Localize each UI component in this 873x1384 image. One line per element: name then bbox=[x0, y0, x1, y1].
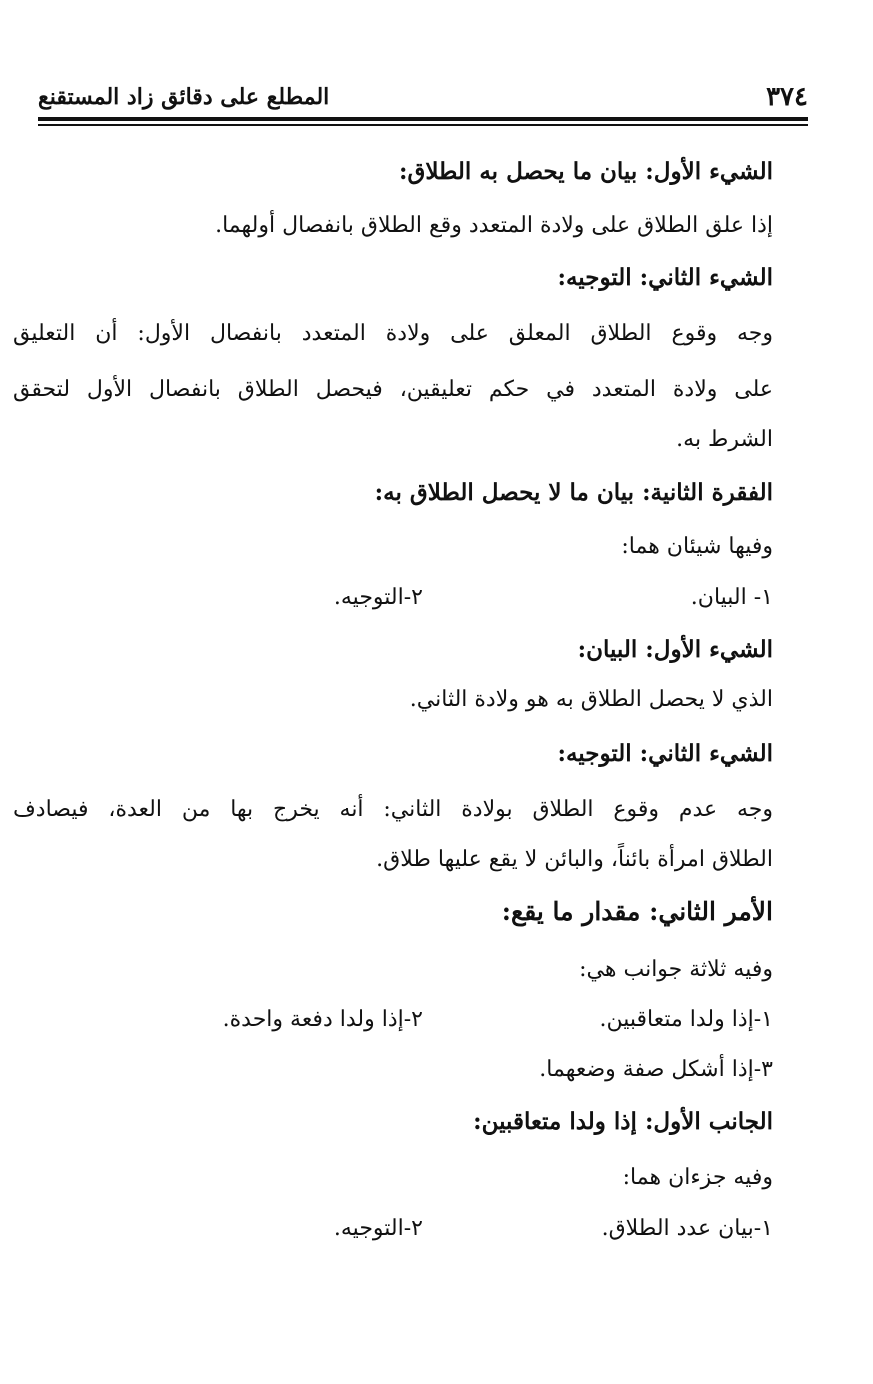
paragraph-line: على ولادة المتعدد في حكم تعليقين، فيحصل الطلاق بانفصال الأول لتحقق bbox=[13, 377, 773, 402]
header-rule-thin bbox=[38, 124, 808, 126]
list-item: ١- البيان. bbox=[690, 585, 773, 610]
paragraph-line: وفيه جزءان هما: bbox=[622, 1165, 773, 1190]
section-heading: الشيء الأول: بيان ما يحصل به الطلاق: bbox=[399, 158, 773, 185]
paragraph-line: وجه عدم وقوع الطلاق بولادة الثاني: أنه يخرج بها من العدة، فيصادف bbox=[13, 797, 773, 822]
page-number: ٣٧٤ bbox=[766, 82, 808, 112]
section-heading: الشيء الثاني: التوجيه: bbox=[557, 740, 773, 767]
paragraph-line: الشرط به. bbox=[676, 427, 773, 452]
paragraph-line: وجه وقوع الطلاق المعلق على ولادة المتعدد بانفصال الأول: أن التعليق bbox=[13, 321, 773, 346]
list-item: ١-إذا ولدا متعاقبين. bbox=[599, 1007, 773, 1032]
list-item: ٢-إذا ولدا دفعة واحدة. bbox=[222, 1007, 423, 1032]
list-row bbox=[53, 1003, 773, 1037]
section-heading: الجانب الأول: إذا ولدا متعاقبين: bbox=[473, 1108, 773, 1135]
header-rule-thick bbox=[38, 117, 808, 121]
paragraph-line: إذا علق الطلاق على ولادة المتعدد وقع الطلاق بانفصال أولهما. bbox=[215, 213, 773, 238]
list-item: ٣-إذا أشكل صفة وضعهما. bbox=[539, 1057, 773, 1082]
list-item: ١-بيان عدد الطلاق. bbox=[601, 1216, 773, 1241]
paragraph-line: الذي لا يحصل الطلاق به هو ولادة الثاني. bbox=[409, 687, 773, 712]
page-header bbox=[38, 80, 808, 114]
list-row bbox=[53, 581, 773, 615]
paragraph-line: وفيها شيئان هما: bbox=[621, 534, 773, 559]
list-item: ٢-التوجيه. bbox=[333, 585, 423, 610]
paragraph-line: الطلاق امرأة بائناً، والبائن لا يقع عليها طلاق. bbox=[376, 847, 773, 872]
paragraph-line: وفيه ثلاثة جوانب هي: bbox=[579, 957, 773, 982]
list-item: ٢-التوجيه. bbox=[333, 1216, 423, 1241]
section-heading: الأمر الثاني: مقدار ما يقع: bbox=[501, 897, 773, 926]
section-heading: الشيء الأول: البيان: bbox=[577, 636, 773, 663]
section-heading: الشيء الثاني: التوجيه: bbox=[557, 264, 773, 291]
book-title: المطلع على دقائق زاد المستقنع bbox=[38, 84, 330, 110]
list-row bbox=[53, 1212, 773, 1246]
section-heading: الفقرة الثانية: بيان ما لا يحصل الطلاق به: bbox=[374, 479, 773, 506]
